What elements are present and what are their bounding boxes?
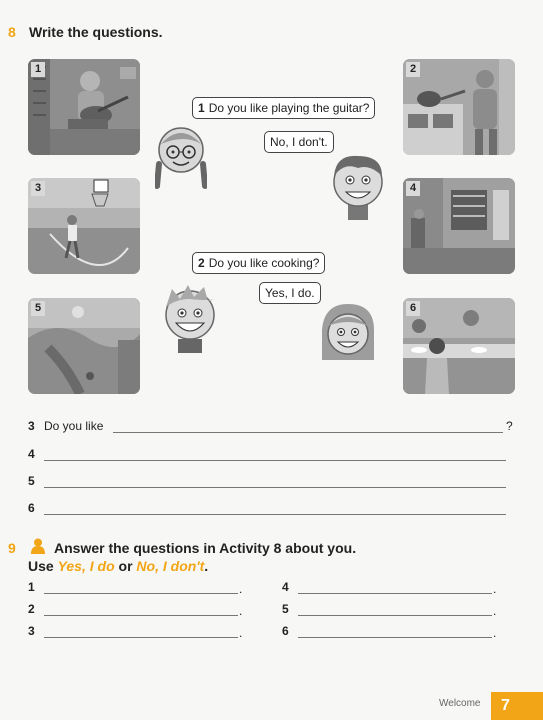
prompt-5-answer-line[interactable]	[44, 487, 506, 488]
dialogue-2-question: Do you like cooking?	[208, 256, 320, 270]
exercise-8-title: Write the questions.	[29, 24, 163, 40]
dialogue-1-question-bubble	[192, 97, 375, 119]
prompt-3-number: 3	[28, 419, 35, 433]
answer-2-number: 2	[28, 602, 35, 616]
dialogue-1-question: Do you like playing the guitar?	[208, 101, 370, 115]
prompt-5-number: 5	[28, 474, 35, 488]
footer-section-label: Welcome	[439, 698, 481, 709]
answer-3-period: .	[239, 626, 243, 640]
prompt-4-answer-line[interactable]	[44, 460, 506, 461]
answer-5-period: .	[493, 604, 497, 618]
photo-6	[403, 298, 515, 394]
answer-4-number: 4	[282, 580, 289, 594]
dialogue-1-answer-bubble	[264, 131, 334, 153]
prompt-6-answer-line[interactable]	[44, 514, 506, 515]
person-icon	[31, 538, 45, 559]
exercise-9-title: Answer the questions in Activity 8 about you.	[54, 540, 357, 556]
yes-phrase: Yes, I do	[57, 558, 115, 574]
photo-3	[28, 178, 140, 274]
answer-6-number: 6	[282, 624, 289, 638]
answer-5-line[interactable]	[298, 615, 492, 616]
dialogue-2-number: 2	[198, 256, 205, 270]
answer-1-number: 1	[28, 580, 35, 594]
prompt-3-text: Do you like	[44, 419, 104, 433]
answer-1-period: .	[239, 582, 243, 596]
photo-5-number: 5	[31, 301, 45, 316]
photo-6-number: 6	[406, 301, 420, 316]
girl-smiling-illustration	[320, 300, 376, 373]
prompt-4-number: 4	[28, 447, 35, 461]
exercise-8-number: 8	[8, 24, 16, 40]
dialogue-2-answer-bubble	[259, 282, 321, 304]
boy-smiling-illustration	[330, 150, 386, 227]
use-prefix: Use	[28, 558, 54, 574]
prompt-3-question-mark: ?	[506, 419, 513, 433]
photo-3-number: 3	[31, 181, 45, 196]
dialogue-1-answer: No, I don't.	[270, 135, 328, 149]
instruction-period: .	[204, 558, 209, 574]
answer-6-line[interactable]	[298, 637, 492, 638]
photo-1	[28, 59, 140, 155]
answer-2-line[interactable]	[44, 615, 238, 616]
photo-4-number: 4	[406, 181, 420, 196]
answer-4-line[interactable]	[298, 593, 492, 594]
prompt-3-answer-line[interactable]	[113, 432, 503, 433]
answer-6-period: .	[493, 626, 497, 640]
answer-5-number: 5	[282, 602, 289, 616]
photo-4	[403, 178, 515, 274]
boy-spiky-hair-illustration	[162, 283, 218, 360]
no-phrase: No, I don't	[136, 558, 205, 574]
prompt-6-number: 6	[28, 501, 35, 515]
dialogue-2-question-bubble	[192, 252, 325, 274]
answer-4-period: .	[493, 582, 497, 596]
dialogue-2-answer: Yes, I do.	[265, 286, 315, 300]
photo-2-number: 2	[406, 62, 420, 77]
dialogue-1-number: 1	[198, 101, 205, 115]
page-number-tab	[491, 692, 543, 720]
answer-3-line[interactable]	[44, 637, 238, 638]
or-word: or	[118, 558, 133, 574]
exercise-9-number: 9	[8, 540, 16, 556]
answer-3-number: 3	[28, 624, 35, 638]
exercise-9-instruction	[28, 558, 208, 574]
answer-1-line[interactable]	[44, 593, 238, 594]
page-number: 7	[501, 697, 510, 714]
photo-5	[28, 298, 140, 394]
photo-1-number: 1	[31, 62, 45, 77]
photo-2	[403, 59, 515, 155]
girl-with-glasses-illustration	[155, 122, 207, 199]
answer-2-period: .	[239, 604, 243, 618]
